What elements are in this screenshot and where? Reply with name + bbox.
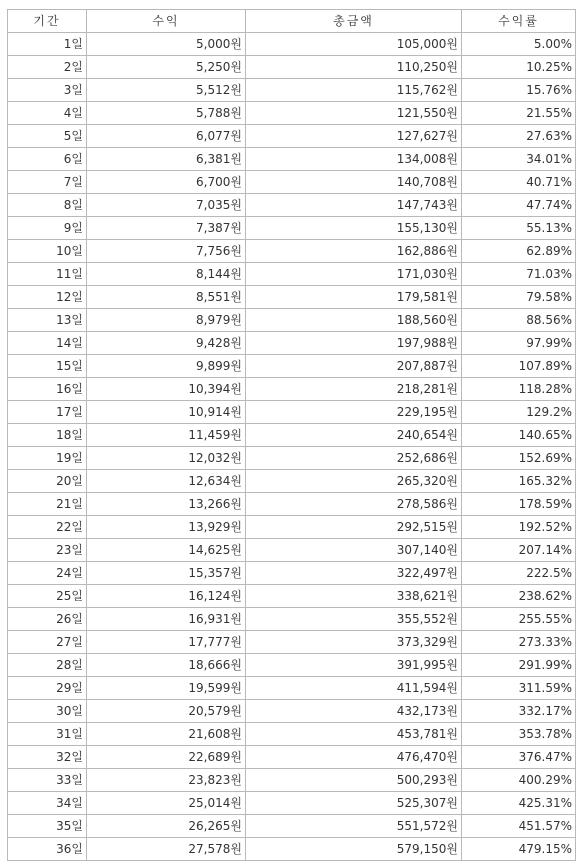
table-container (7, 9, 576, 861)
cell-total: 411,594원 (246, 677, 462, 700)
cell-period: 6일 (8, 148, 87, 171)
cell-profit: 25,014원 (87, 792, 246, 815)
table-row (8, 424, 576, 447)
cell-rate: 34.01% (462, 148, 576, 171)
cell-period: 14일 (8, 332, 87, 355)
cell-total: 278,586원 (246, 493, 462, 516)
table-row (8, 309, 576, 332)
cell-rate: 332.17% (462, 700, 576, 723)
cell-rate: 62.89% (462, 240, 576, 263)
table-body (8, 33, 576, 861)
table-row (8, 263, 576, 286)
cell-period: 19일 (8, 447, 87, 470)
cell-profit: 5,788원 (87, 102, 246, 125)
cell-profit: 19,599원 (87, 677, 246, 700)
cell-total: 115,762원 (246, 79, 462, 102)
cell-total: 140,708원 (246, 171, 462, 194)
cell-profit: 13,266원 (87, 493, 246, 516)
cell-total: 197,988원 (246, 332, 462, 355)
cell-total: 432,173원 (246, 700, 462, 723)
cell-period: 11일 (8, 263, 87, 286)
cell-profit: 5,000원 (87, 33, 246, 56)
cell-profit: 8,551원 (87, 286, 246, 309)
cell-rate: 178.59% (462, 493, 576, 516)
column-header-period: 기간 (8, 10, 87, 33)
table-row (8, 470, 576, 493)
cell-total: 171,030원 (246, 263, 462, 286)
cell-rate: 129.2% (462, 401, 576, 424)
cell-total: 105,000원 (246, 33, 462, 56)
cell-total: 391,995원 (246, 654, 462, 677)
header-row (8, 10, 576, 33)
cell-profit: 9,899원 (87, 355, 246, 378)
cell-rate: 291.99% (462, 654, 576, 677)
cell-period: 28일 (8, 654, 87, 677)
table-row (8, 562, 576, 585)
cell-total: 252,686원 (246, 447, 462, 470)
cell-rate: 152.69% (462, 447, 576, 470)
cell-rate: 400.29% (462, 769, 576, 792)
column-header-rate: 수익률 (462, 10, 576, 33)
cell-profit: 21,608원 (87, 723, 246, 746)
cell-profit: 13,929원 (87, 516, 246, 539)
cell-rate: 55.13% (462, 217, 576, 240)
cell-rate: 273.33% (462, 631, 576, 654)
cell-rate: 479.15% (462, 838, 576, 861)
cell-rate: 71.03% (462, 263, 576, 286)
cell-profit: 12,032원 (87, 447, 246, 470)
cell-total: 127,627원 (246, 125, 462, 148)
table-row (8, 79, 576, 102)
cell-rate: 27.63% (462, 125, 576, 148)
cell-rate: 222.5% (462, 562, 576, 585)
cell-period: 15일 (8, 355, 87, 378)
table-row (8, 33, 576, 56)
cell-rate: 107.89% (462, 355, 576, 378)
table-row (8, 194, 576, 217)
cell-profit: 6,077원 (87, 125, 246, 148)
cell-total: 134,008원 (246, 148, 462, 171)
column-header-total: 총금액 (246, 10, 462, 33)
cell-profit: 7,756원 (87, 240, 246, 263)
cell-period: 1일 (8, 33, 87, 56)
table-row (8, 700, 576, 723)
table-row (8, 56, 576, 79)
cell-total: 147,743원 (246, 194, 462, 217)
table-row (8, 148, 576, 171)
table-row (8, 493, 576, 516)
cell-period: 18일 (8, 424, 87, 447)
cell-profit: 22,689원 (87, 746, 246, 769)
cell-rate: 97.99% (462, 332, 576, 355)
table-row (8, 286, 576, 309)
cell-total: 525,307원 (246, 792, 462, 815)
cell-total: 121,550원 (246, 102, 462, 125)
cell-period: 32일 (8, 746, 87, 769)
table-row (8, 838, 576, 861)
cell-profit: 17,777원 (87, 631, 246, 654)
cell-rate: 192.52% (462, 516, 576, 539)
cell-rate: 140.65% (462, 424, 576, 447)
table-row (8, 677, 576, 700)
cell-profit: 11,459원 (87, 424, 246, 447)
cell-rate: 15.76% (462, 79, 576, 102)
cell-period: 34일 (8, 792, 87, 815)
table-row (8, 125, 576, 148)
cell-total: 453,781원 (246, 723, 462, 746)
cell-profit: 6,700원 (87, 171, 246, 194)
table-row (8, 355, 576, 378)
cell-period: 25일 (8, 585, 87, 608)
cell-profit: 15,357원 (87, 562, 246, 585)
table-row (8, 815, 576, 838)
table-row (8, 102, 576, 125)
table-row (8, 631, 576, 654)
cell-total: 579,150원 (246, 838, 462, 861)
cell-period: 22일 (8, 516, 87, 539)
cell-period: 27일 (8, 631, 87, 654)
cell-total: 551,572원 (246, 815, 462, 838)
cell-rate: 21.55% (462, 102, 576, 125)
cell-period: 24일 (8, 562, 87, 585)
table-header (8, 10, 576, 33)
cell-total: 322,497원 (246, 562, 462, 585)
cell-rate: 451.57% (462, 815, 576, 838)
table-row (8, 447, 576, 470)
table-row (8, 608, 576, 631)
cell-profit: 20,579원 (87, 700, 246, 723)
cell-total: 355,552원 (246, 608, 462, 631)
cell-period: 30일 (8, 700, 87, 723)
table-row (8, 769, 576, 792)
cell-total: 292,515원 (246, 516, 462, 539)
cell-period: 16일 (8, 378, 87, 401)
cell-profit: 7,035원 (87, 194, 246, 217)
table-row (8, 516, 576, 539)
table-row (8, 585, 576, 608)
cell-rate: 5.00% (462, 33, 576, 56)
cell-profit: 16,931원 (87, 608, 246, 631)
cell-profit: 5,512원 (87, 79, 246, 102)
table-row (8, 746, 576, 769)
cell-rate: 255.55% (462, 608, 576, 631)
cell-period: 23일 (8, 539, 87, 562)
cell-profit: 9,428원 (87, 332, 246, 355)
cell-profit: 16,124원 (87, 585, 246, 608)
cell-rate: 425.31% (462, 792, 576, 815)
table-row (8, 171, 576, 194)
cell-period: 26일 (8, 608, 87, 631)
cell-period: 13일 (8, 309, 87, 332)
cell-rate: 118.28% (462, 378, 576, 401)
cell-profit: 18,666원 (87, 654, 246, 677)
cell-period: 10일 (8, 240, 87, 263)
cell-total: 307,140원 (246, 539, 462, 562)
cell-profit: 10,914원 (87, 401, 246, 424)
cell-total: 229,195원 (246, 401, 462, 424)
cell-rate: 207.14% (462, 539, 576, 562)
table-row (8, 539, 576, 562)
cell-rate: 238.62% (462, 585, 576, 608)
cell-period: 4일 (8, 102, 87, 125)
cell-total: 240,654원 (246, 424, 462, 447)
cell-profit: 8,144원 (87, 263, 246, 286)
cell-profit: 8,979원 (87, 309, 246, 332)
cell-profit: 14,625원 (87, 539, 246, 562)
cell-period: 12일 (8, 286, 87, 309)
cell-rate: 10.25% (462, 56, 576, 79)
cell-profit: 6,381원 (87, 148, 246, 171)
cell-rate: 40.71% (462, 171, 576, 194)
cell-period: 3일 (8, 79, 87, 102)
cell-rate: 311.59% (462, 677, 576, 700)
compound-interest-table (7, 9, 576, 861)
table-row (8, 240, 576, 263)
cell-total: 218,281원 (246, 378, 462, 401)
cell-period: 2일 (8, 56, 87, 79)
cell-total: 265,320원 (246, 470, 462, 493)
cell-total: 179,581원 (246, 286, 462, 309)
cell-profit: 5,250원 (87, 56, 246, 79)
cell-period: 31일 (8, 723, 87, 746)
table-row (8, 217, 576, 240)
cell-profit: 7,387원 (87, 217, 246, 240)
table-row (8, 654, 576, 677)
table-row (8, 401, 576, 424)
table-row (8, 378, 576, 401)
column-header-profit: 수익 (87, 10, 246, 33)
cell-period: 5일 (8, 125, 87, 148)
table-row (8, 332, 576, 355)
cell-period: 36일 (8, 838, 87, 861)
cell-rate: 79.58% (462, 286, 576, 309)
cell-total: 373,329원 (246, 631, 462, 654)
cell-total: 338,621원 (246, 585, 462, 608)
cell-period: 33일 (8, 769, 87, 792)
cell-period: 20일 (8, 470, 87, 493)
cell-total: 110,250원 (246, 56, 462, 79)
cell-total: 500,293원 (246, 769, 462, 792)
cell-total: 188,560원 (246, 309, 462, 332)
cell-period: 17일 (8, 401, 87, 424)
cell-period: 9일 (8, 217, 87, 240)
cell-period: 8일 (8, 194, 87, 217)
cell-total: 476,470원 (246, 746, 462, 769)
cell-rate: 47.74% (462, 194, 576, 217)
table-row (8, 723, 576, 746)
cell-profit: 26,265원 (87, 815, 246, 838)
cell-profit: 27,578원 (87, 838, 246, 861)
cell-period: 29일 (8, 677, 87, 700)
cell-period: 7일 (8, 171, 87, 194)
cell-period: 21일 (8, 493, 87, 516)
cell-profit: 10,394원 (87, 378, 246, 401)
cell-total: 155,130원 (246, 217, 462, 240)
cell-profit: 23,823원 (87, 769, 246, 792)
cell-rate: 376.47% (462, 746, 576, 769)
cell-rate: 88.56% (462, 309, 576, 332)
cell-period: 35일 (8, 815, 87, 838)
cell-total: 162,886원 (246, 240, 462, 263)
cell-rate: 353.78% (462, 723, 576, 746)
cell-rate: 165.32% (462, 470, 576, 493)
table-row (8, 792, 576, 815)
cell-profit: 12,634원 (87, 470, 246, 493)
cell-total: 207,887원 (246, 355, 462, 378)
